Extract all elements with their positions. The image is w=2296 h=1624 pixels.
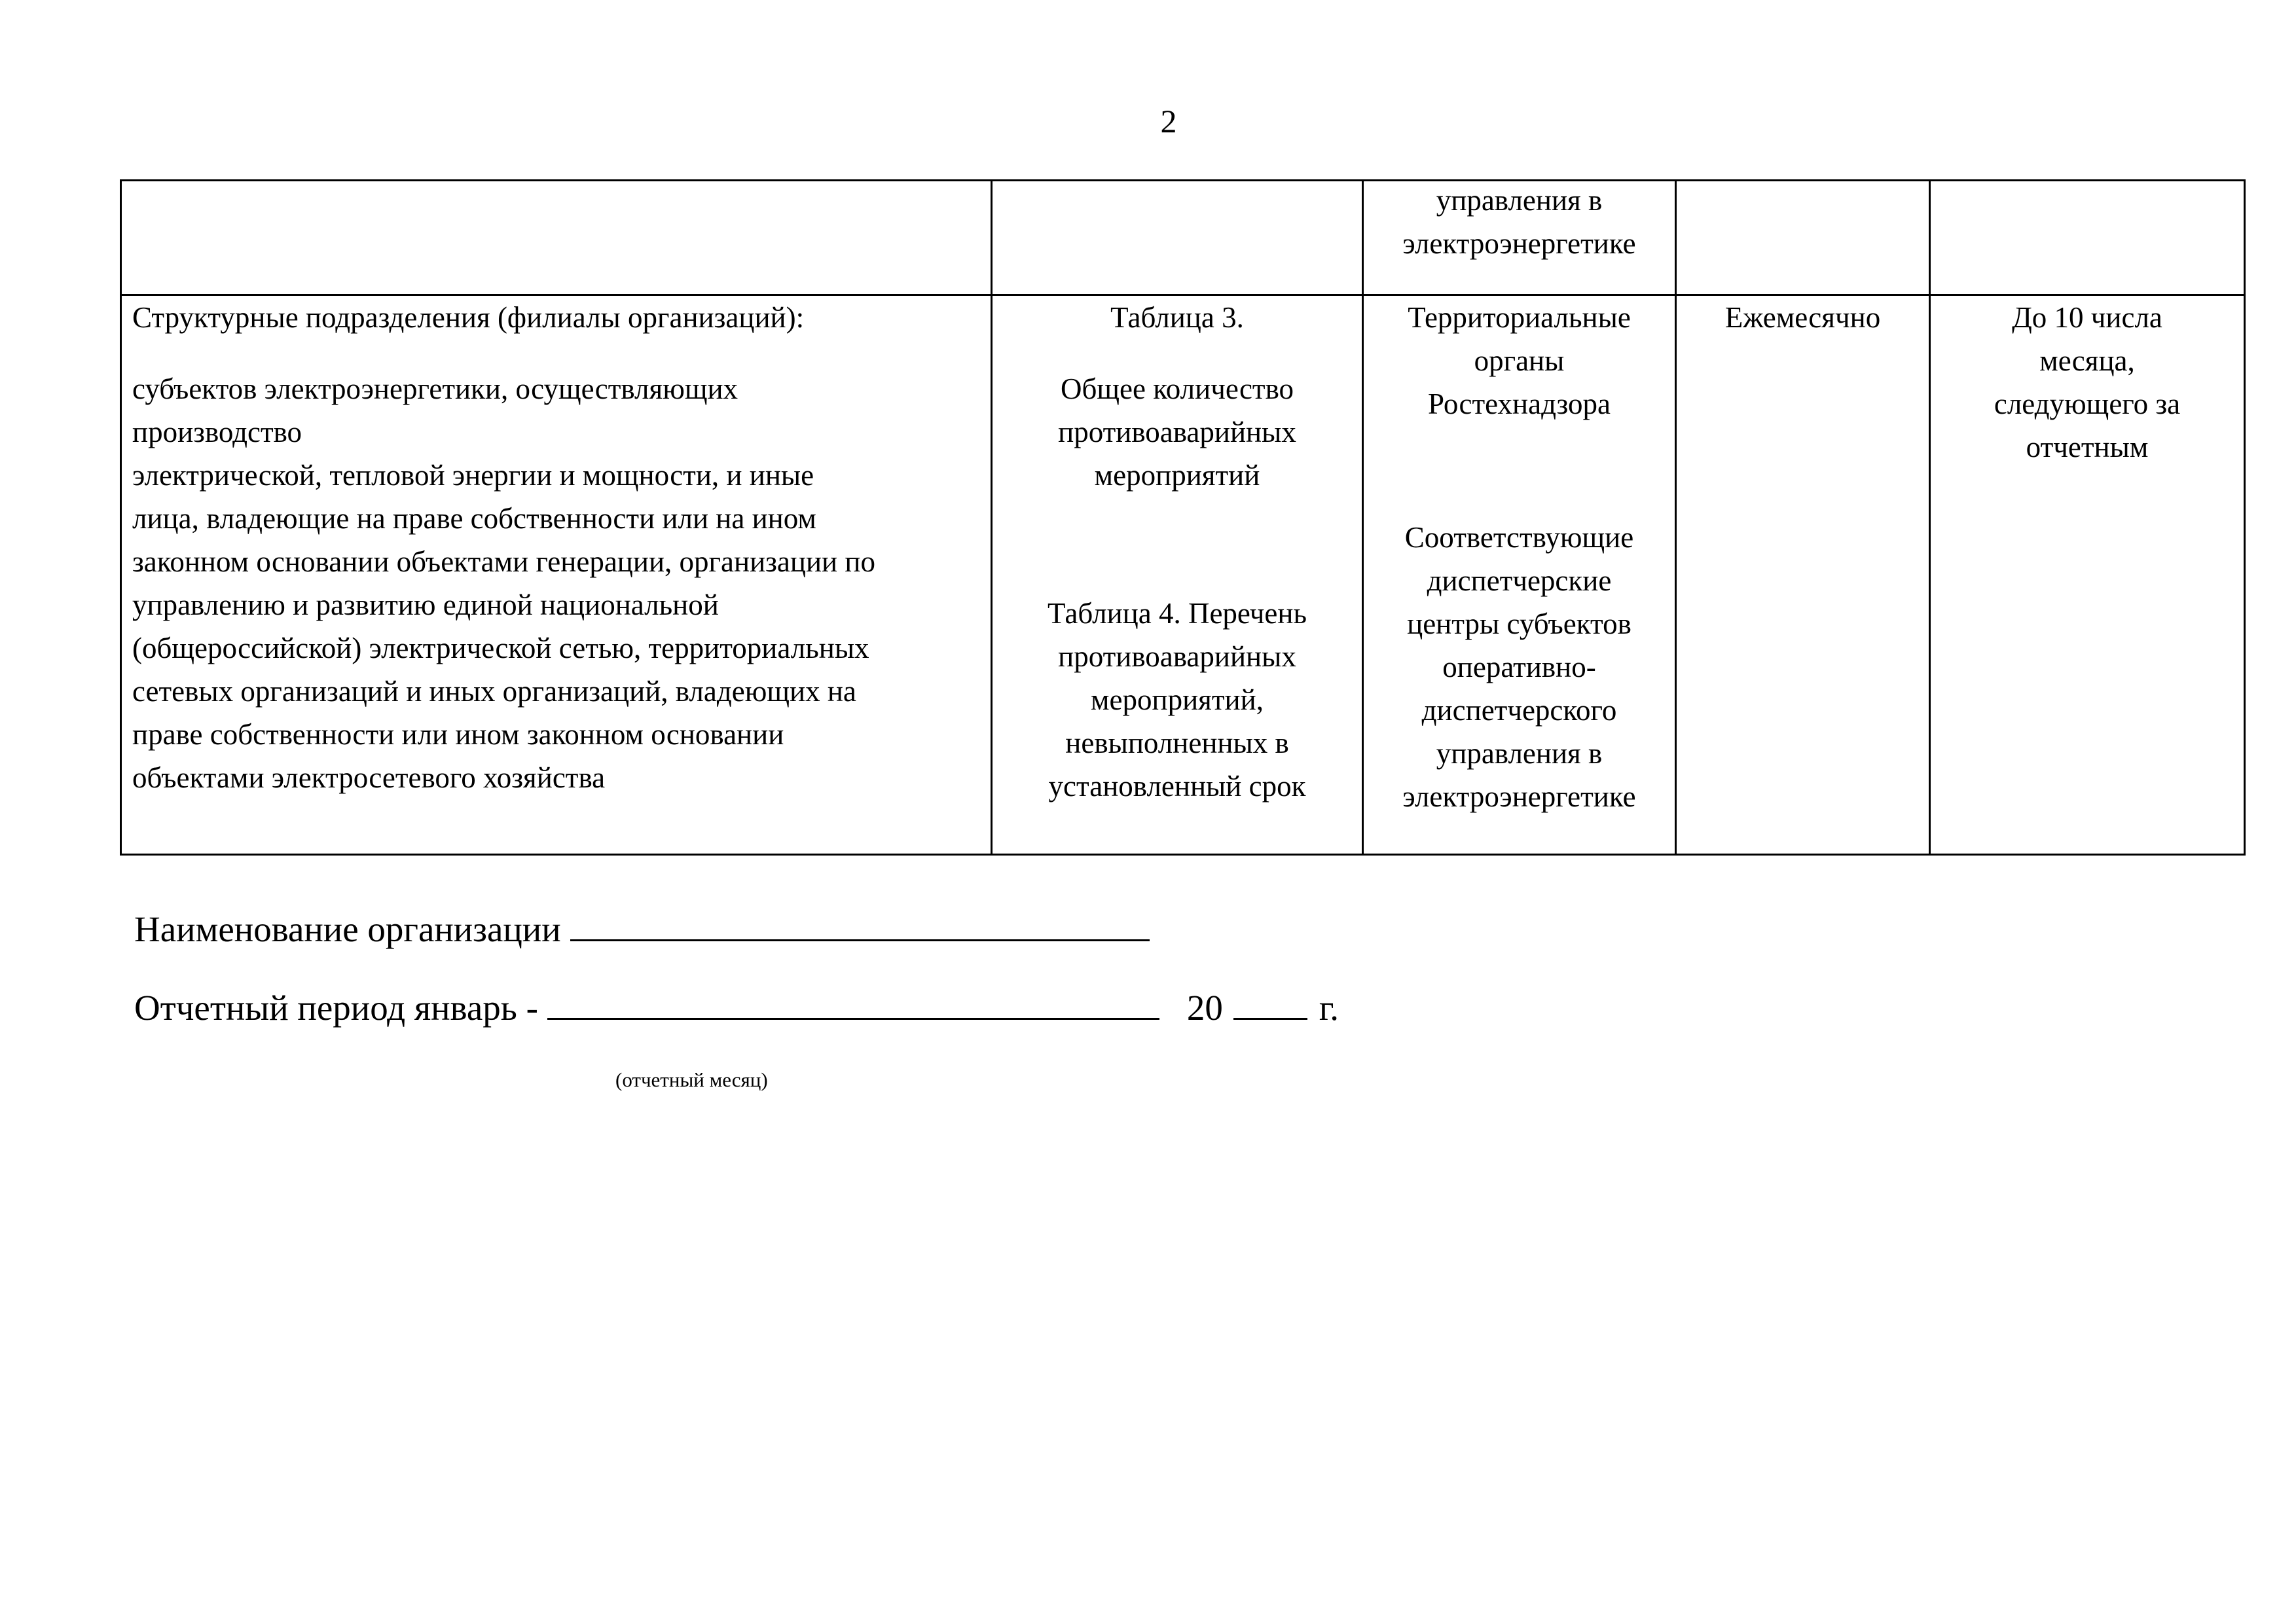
table-row-continuation bbox=[121, 181, 2245, 295]
page-number: 2 bbox=[1160, 103, 1177, 139]
frequency-text: Ежемесячно bbox=[1724, 301, 1881, 334]
subjects-line: электрической, тепловой энергии и мощности, и иные bbox=[132, 459, 814, 492]
table4-line: противоаварийных bbox=[1058, 640, 1296, 673]
table3-description bbox=[1003, 367, 1351, 497]
recipient-line: Ростехнадзора bbox=[1427, 388, 1611, 420]
year-suffix: г. bbox=[1319, 988, 1339, 1028]
subjects-line: производство bbox=[132, 416, 302, 448]
subjects-line: сетевых организаций и иных организаций, владеющих на bbox=[132, 675, 856, 708]
cell-forms-empty bbox=[992, 181, 1363, 295]
table4-line: мероприятий, bbox=[1091, 683, 1264, 716]
organization-name-line bbox=[134, 907, 1339, 952]
cell-subjects bbox=[121, 295, 992, 855]
table4-line: Таблица 4. Перечень bbox=[1048, 597, 1307, 630]
recipient-line: органы bbox=[1474, 344, 1565, 377]
reporting-period-label: Отчетный период январь - bbox=[134, 988, 538, 1028]
subjects-line: субъектов электроэнергетики, осуществляющих bbox=[132, 372, 738, 405]
subjects-line: лица, владеющие на праве собственности или на ином bbox=[132, 502, 816, 535]
reporting-period-line bbox=[134, 985, 1339, 1031]
recipient-continued-line: управления в bbox=[1436, 184, 1603, 217]
cell-subjects-empty bbox=[121, 181, 992, 295]
cell-frequency bbox=[1676, 295, 1930, 855]
table-row-main bbox=[121, 295, 2245, 855]
table4-description bbox=[1003, 592, 1351, 808]
reporting-month-blank[interactable] bbox=[547, 985, 1159, 1020]
table4-line: установленный срок bbox=[1048, 770, 1306, 803]
table3-line: мероприятий bbox=[1094, 459, 1260, 492]
deadline-line: месяца, bbox=[2039, 344, 2135, 377]
recipient-line: оперативно- bbox=[1442, 651, 1596, 683]
table3-line: Общее количество bbox=[1060, 372, 1294, 405]
recipient-line: диспетчерского bbox=[1421, 694, 1617, 727]
subjects-line: законном основании объектами генерации, организации по bbox=[132, 545, 875, 578]
deadline-line: До 10 числа bbox=[2012, 301, 2162, 334]
table3-line: противоаварийных bbox=[1058, 416, 1296, 448]
recipient-dispatch-centers bbox=[1374, 516, 1664, 818]
recipient-rostekhnadzor bbox=[1374, 296, 1664, 425]
subjects-heading: Структурные подразделения (филиалы организаций): bbox=[132, 301, 805, 334]
month-caption: (отчетный месяц) bbox=[615, 1068, 768, 1091]
organization-name-label: Наименование организации bbox=[134, 909, 561, 949]
cell-deadline bbox=[1930, 295, 2245, 855]
form-fields bbox=[134, 907, 1339, 1031]
deadline-line: отчетным bbox=[2026, 431, 2149, 463]
table4-line: невыполненных в bbox=[1065, 727, 1289, 759]
cell-recipients-continued bbox=[1363, 181, 1676, 295]
year-blank[interactable] bbox=[1233, 985, 1307, 1020]
deadline-line: следующего за bbox=[1994, 388, 2181, 420]
subjects-line: (общероссийской) электрической сетью, территориальных bbox=[132, 632, 869, 664]
year-prefix: 20 bbox=[1186, 988, 1223, 1028]
recipient-line: диспетчерские bbox=[1427, 564, 1612, 597]
subjects-line: управлению и развитию единой национальной bbox=[132, 588, 719, 621]
cell-recipients bbox=[1363, 295, 1676, 855]
cell-deadline-empty bbox=[1930, 181, 2245, 295]
subjects-line: объектами электросетевого хозяйства bbox=[132, 761, 606, 794]
recipient-line: Соответствующие bbox=[1404, 521, 1634, 554]
recipient-line: электроэнергетике bbox=[1402, 780, 1636, 813]
table3-title: Таблица 3. bbox=[1110, 301, 1244, 334]
subjects-line: праве собственности или ином законном основании bbox=[132, 718, 784, 751]
recipient-continued-line: электроэнергетике bbox=[1402, 227, 1636, 260]
reporting-schedule-table bbox=[120, 179, 2246, 856]
cell-report-forms bbox=[992, 295, 1363, 855]
recipient-line: Территориальные bbox=[1408, 301, 1631, 334]
subjects-body bbox=[132, 367, 980, 799]
cell-frequency-empty bbox=[1676, 181, 1930, 295]
recipient-line: управления в bbox=[1436, 737, 1603, 770]
organization-name-blank[interactable] bbox=[570, 907, 1150, 941]
recipient-line: центры субъектов bbox=[1407, 607, 1631, 640]
